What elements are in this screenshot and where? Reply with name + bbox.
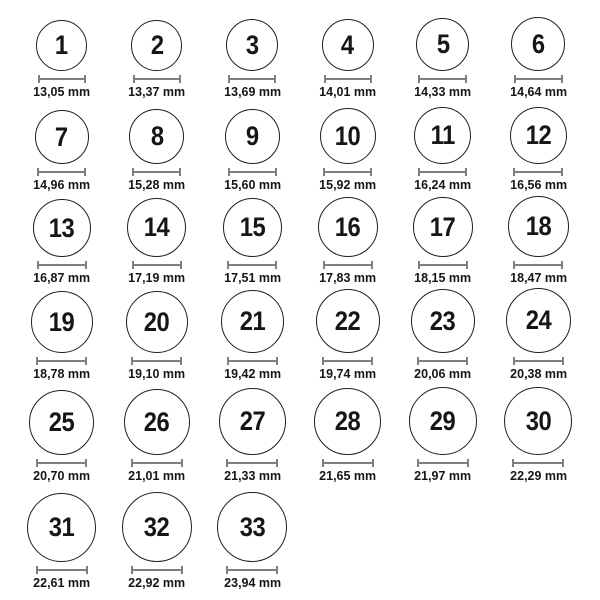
ring-size-circle: [318, 197, 378, 257]
ring-size-item: [205, 492, 300, 592]
diameter-label: 16,24 mm: [414, 177, 472, 192]
diameter-measure-line: [417, 357, 468, 365]
ring-size-circle: [217, 492, 287, 562]
diameter-label: 18,47 mm: [509, 270, 567, 285]
ring-size-circle: [510, 107, 567, 164]
ring-size-item: [109, 291, 204, 383]
ring-size-number: 18: [525, 211, 552, 241]
diameter-label: 21,01 mm: [128, 468, 186, 483]
diameter-label: 13,37 mm: [128, 84, 186, 99]
ring-size-circle: [416, 18, 469, 71]
ring-size-item: [491, 107, 586, 194]
ring-size-number: 5: [436, 29, 450, 59]
ring-size-number: 9: [245, 121, 259, 151]
diameter-measure-line: [323, 168, 372, 176]
ring-size-item: [300, 108, 395, 194]
ring-size-item: [109, 20, 204, 101]
diameter-label: 15,28 mm: [128, 177, 186, 192]
ring-size-item: [300, 289, 395, 383]
diameter-label: 22,29 mm: [509, 468, 567, 483]
ring-size-number: 7: [55, 121, 69, 152]
ring-size-circle: [27, 493, 96, 562]
ring-size-number: 27: [239, 406, 266, 436]
ring-size-circle: [413, 197, 473, 257]
ring-size-number: 29: [430, 405, 456, 436]
ring-size-item: [300, 197, 395, 287]
ring-size-number: 31: [48, 512, 75, 542]
ring-size-item: [395, 387, 490, 485]
ring-size-number: 30: [525, 405, 552, 436]
diameter-measure-line: [37, 261, 87, 269]
diameter-label: 22,61 mm: [33, 575, 91, 590]
chart-row: [14, 287, 586, 383]
ring-size-circle: [314, 388, 381, 455]
chart-row: [14, 194, 586, 287]
ring-size-circle: [506, 288, 571, 353]
ring-size-number: 16: [334, 211, 361, 242]
diameter-label: 14,96 mm: [33, 177, 91, 192]
diameter-measure-line: [36, 566, 88, 574]
ring-size-number: 6: [531, 28, 545, 59]
ring-size-item: [205, 290, 300, 383]
ring-size-circle: [29, 390, 94, 455]
ring-size-number: 14: [144, 212, 170, 242]
ring-size-number: 13: [48, 212, 75, 243]
diameter-measure-line: [228, 168, 277, 176]
ring-size-item: [205, 19, 300, 101]
ring-size-item: [300, 19, 395, 101]
ring-size-item: [491, 387, 586, 485]
ring-size-circle: [36, 20, 87, 71]
diameter-measure-line: [226, 566, 278, 574]
diameter-measure-line: [131, 357, 182, 365]
ring-size-circle: [122, 492, 192, 562]
diameter-label: 18,15 mm: [414, 270, 472, 285]
ring-size-circle: [124, 389, 190, 455]
diameter-label: 23,94 mm: [223, 575, 281, 590]
diameter-label: 19,10 mm: [128, 366, 186, 381]
diameter-measure-line: [131, 459, 183, 467]
diameter-measure-line: [417, 459, 469, 467]
diameter-label: 13,05 mm: [33, 84, 91, 99]
ring-size-item: [14, 390, 109, 485]
ring-size-item: [491, 196, 586, 287]
diameter-measure-line: [322, 357, 373, 365]
diameter-label: 19,42 mm: [223, 366, 281, 381]
ring-size-number: 12: [525, 120, 552, 150]
ring-size-circle: [127, 198, 186, 257]
ring-size-circle: [221, 290, 284, 353]
ring-size-number: 24: [525, 305, 552, 335]
diameter-measure-line: [131, 566, 183, 574]
ring-size-item: [14, 20, 109, 101]
ring-size-circle: [411, 289, 475, 353]
ring-size-item: [395, 18, 490, 101]
ring-size-circle: [31, 291, 93, 353]
diameter-measure-line: [513, 357, 564, 365]
ring-size-item: [14, 493, 109, 592]
diameter-measure-line: [512, 459, 564, 467]
diameter-label: 16,87 mm: [33, 270, 91, 285]
diameter-measure-line: [324, 75, 372, 83]
ring-size-number: 17: [430, 211, 456, 242]
diameter-label: 19,74 mm: [319, 366, 377, 381]
diameter-label: 21,97 mm: [414, 468, 472, 483]
ring-size-number: 25: [48, 407, 75, 437]
ring-size-circle: [131, 20, 182, 71]
diameter-measure-line: [132, 261, 182, 269]
ring-size-item: [395, 197, 490, 287]
chart-row: [14, 101, 586, 194]
diameter-label: 17,51 mm: [223, 270, 281, 285]
ring-size-item: [205, 388, 300, 485]
diameter-measure-line: [37, 168, 86, 176]
diameter-measure-line: [36, 459, 87, 467]
diameter-measure-line: [513, 168, 563, 176]
chart-row: [14, 8, 586, 101]
ring-size-circle: [226, 19, 278, 71]
ring-size-number: 4: [341, 29, 355, 60]
diameter-measure-line: [228, 75, 276, 83]
ring-size-circle: [129, 109, 184, 164]
ring-size-item: [395, 289, 490, 383]
ring-size-circle: [320, 108, 376, 164]
ring-size-number: 32: [144, 511, 170, 542]
diameter-label: 13,69 mm: [223, 84, 281, 99]
diameter-label: 21,33 mm: [223, 468, 281, 483]
ring-size-circle: [511, 17, 565, 71]
ring-size-circle: [223, 198, 282, 257]
ring-size-circle: [35, 110, 89, 164]
ring-size-number: 26: [144, 406, 170, 437]
ring-size-circle: [316, 289, 380, 353]
ring-size-number: 11: [430, 120, 456, 150]
diameter-label: 14,33 mm: [414, 84, 472, 99]
diameter-label: 22,92 mm: [128, 575, 186, 590]
diameter-label: 15,60 mm: [223, 177, 281, 192]
ring-size-number: 3: [245, 29, 259, 60]
ring-size-number: 1: [55, 30, 69, 60]
ring-size-number: 28: [334, 406, 361, 436]
ring-size-number: 15: [239, 212, 266, 242]
diameter-label: 21,65 mm: [319, 468, 377, 483]
ring-size-circle: [409, 387, 477, 455]
diameter-label: 15,92 mm: [319, 177, 377, 192]
ring-size-number: 21: [239, 306, 266, 336]
ring-size-item: [14, 110, 109, 194]
diameter-measure-line: [418, 75, 467, 83]
diameter-label: 17,19 mm: [128, 270, 186, 285]
diameter-measure-line: [227, 357, 278, 365]
ring-size-circle: [219, 388, 286, 455]
ring-size-item: [14, 291, 109, 383]
ring-size-item: [205, 198, 300, 287]
ring-size-number: 19: [48, 306, 75, 337]
diameter-label: 17,83 mm: [319, 270, 377, 285]
chart-row: [14, 485, 586, 592]
diameter-measure-line: [133, 75, 181, 83]
ring-size-number: 22: [334, 305, 361, 336]
ring-size-circle: [504, 387, 572, 455]
ring-size-item: [491, 17, 586, 101]
diameter-measure-line: [36, 357, 87, 365]
ring-size-number: 2: [150, 30, 164, 60]
ring-size-number: 8: [150, 121, 164, 151]
ring-size-circle: [508, 196, 569, 257]
ring-size-circle: [33, 199, 91, 257]
chart-row: [14, 383, 586, 485]
diameter-measure-line: [514, 75, 563, 83]
ring-size-number: 23: [430, 305, 456, 336]
diameter-measure-line: [322, 459, 374, 467]
ring-size-item: [109, 492, 204, 592]
diameter-label: 16,56 mm: [509, 177, 567, 192]
ring-size-number: 33: [239, 511, 266, 542]
diameter-measure-line: [227, 261, 277, 269]
diameter-label: 20,38 mm: [509, 366, 567, 381]
ring-size-circle: [414, 107, 471, 164]
ring-size-item: [300, 388, 395, 485]
diameter-measure-line: [513, 261, 563, 269]
diameter-measure-line: [418, 168, 467, 176]
diameter-measure-line: [226, 459, 278, 467]
diameter-measure-line: [323, 261, 373, 269]
diameter-measure-line: [38, 75, 86, 83]
ring-size-item: [395, 107, 490, 194]
diameter-measure-line: [132, 168, 181, 176]
diameter-label: 20,70 mm: [33, 468, 91, 483]
diameter-label: 18,78 mm: [33, 366, 91, 381]
ring-size-item: [14, 199, 109, 287]
ring-size-item: [491, 288, 586, 383]
ring-size-number: 10: [334, 120, 361, 151]
ring-size-item: [109, 389, 204, 485]
diameter-measure-line: [418, 261, 468, 269]
ring-size-circle: [225, 109, 280, 164]
diameter-label: 14,64 mm: [509, 84, 567, 99]
ring-size-number: 20: [144, 306, 170, 337]
ring-size-circle: [126, 291, 188, 353]
ring-size-item: [205, 109, 300, 194]
diameter-label: 20,06 mm: [414, 366, 472, 381]
ring-size-item: [109, 198, 204, 287]
ring-size-item: [109, 109, 204, 194]
diameter-label: 14,01 mm: [319, 84, 377, 99]
ring-size-circle: [322, 19, 374, 71]
